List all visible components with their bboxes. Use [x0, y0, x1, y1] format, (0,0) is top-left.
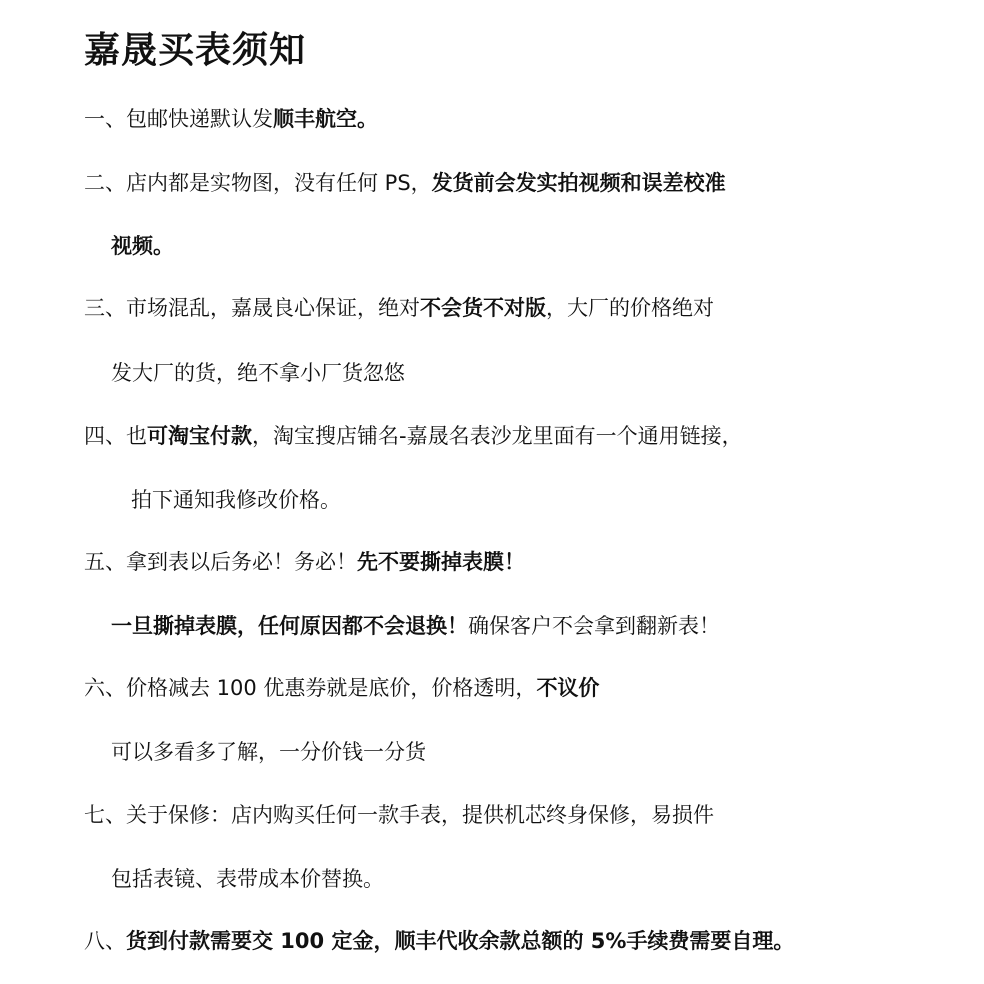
notice-item-6: [84, 673, 599, 703]
text-segment: 包括表镜、表带成本价替换。: [111, 867, 384, 891]
text-segment: 七、关于保修：店内购买任何一款手表，提供机芯终身保修，易损件: [84, 803, 714, 827]
text-segment: 顺丰航空。: [273, 107, 378, 131]
notice-item-4: [84, 421, 743, 451]
text-segment: 不会货不对版: [420, 296, 546, 320]
text-segment: 六、价格减去 100 优惠券就是底价，价格透明，: [84, 676, 537, 700]
text-segment: 不议价: [536, 676, 600, 700]
text-segment: 可以多看多了解，一分价钱一分货: [111, 740, 426, 764]
text-segment: ，淘宝搜店铺名-嘉晟名表沙龙里面有一个通用链接，: [252, 424, 743, 448]
text-segment: 可淘宝付款: [147, 424, 252, 448]
notice-item-1: [84, 104, 378, 134]
notice-item-2-cont: [111, 231, 174, 261]
text-segment: 一旦撕掉表膜，任何原因都不会退换！: [111, 614, 468, 638]
text-segment: 货到付款需要交 100 定金，顺丰代收余款总额的 5%手续费需要自理。: [126, 929, 795, 953]
text-segment: 先不要撕掉表膜！: [357, 550, 525, 574]
text-segment: 五、拿到表以后务必！务必！: [84, 550, 357, 574]
notice-item-2: [84, 168, 726, 198]
notice-item-5: [84, 547, 525, 577]
text-segment: 拍下通知我修改价格。: [131, 488, 341, 512]
notice-item-7: [84, 800, 714, 830]
text-segment: 发货前会发实拍视频和误差校准: [431, 171, 726, 195]
text-segment: 四、也: [84, 424, 147, 448]
text-segment: 三、市场混乱，嘉晟良心保证，绝对: [84, 296, 420, 320]
notice-item-3-cont: [111, 358, 405, 388]
text-segment: ，大厂的价格绝对: [546, 296, 714, 320]
text-segment: 发大厂的货，绝不拿小厂货忽悠: [111, 361, 405, 385]
notice-item-3: [84, 293, 714, 323]
notice-item-8: [84, 926, 794, 956]
notice-item-5-cont: [111, 611, 720, 641]
text-segment: 确保客户不会拿到翻新表！: [468, 614, 720, 638]
page-title: 嘉晟买表须知: [84, 30, 307, 71]
notice-item-4-cont: [131, 485, 341, 515]
notice-item-6-cont: [111, 737, 426, 767]
text-segment: 二、店内都是实物图，没有任何 PS，: [84, 171, 432, 195]
text-segment: 八、: [84, 929, 126, 953]
text-segment: 一、包邮快递默认发: [84, 107, 273, 131]
notice-item-7-cont: [111, 864, 384, 894]
text-segment: 视频。: [111, 234, 174, 258]
